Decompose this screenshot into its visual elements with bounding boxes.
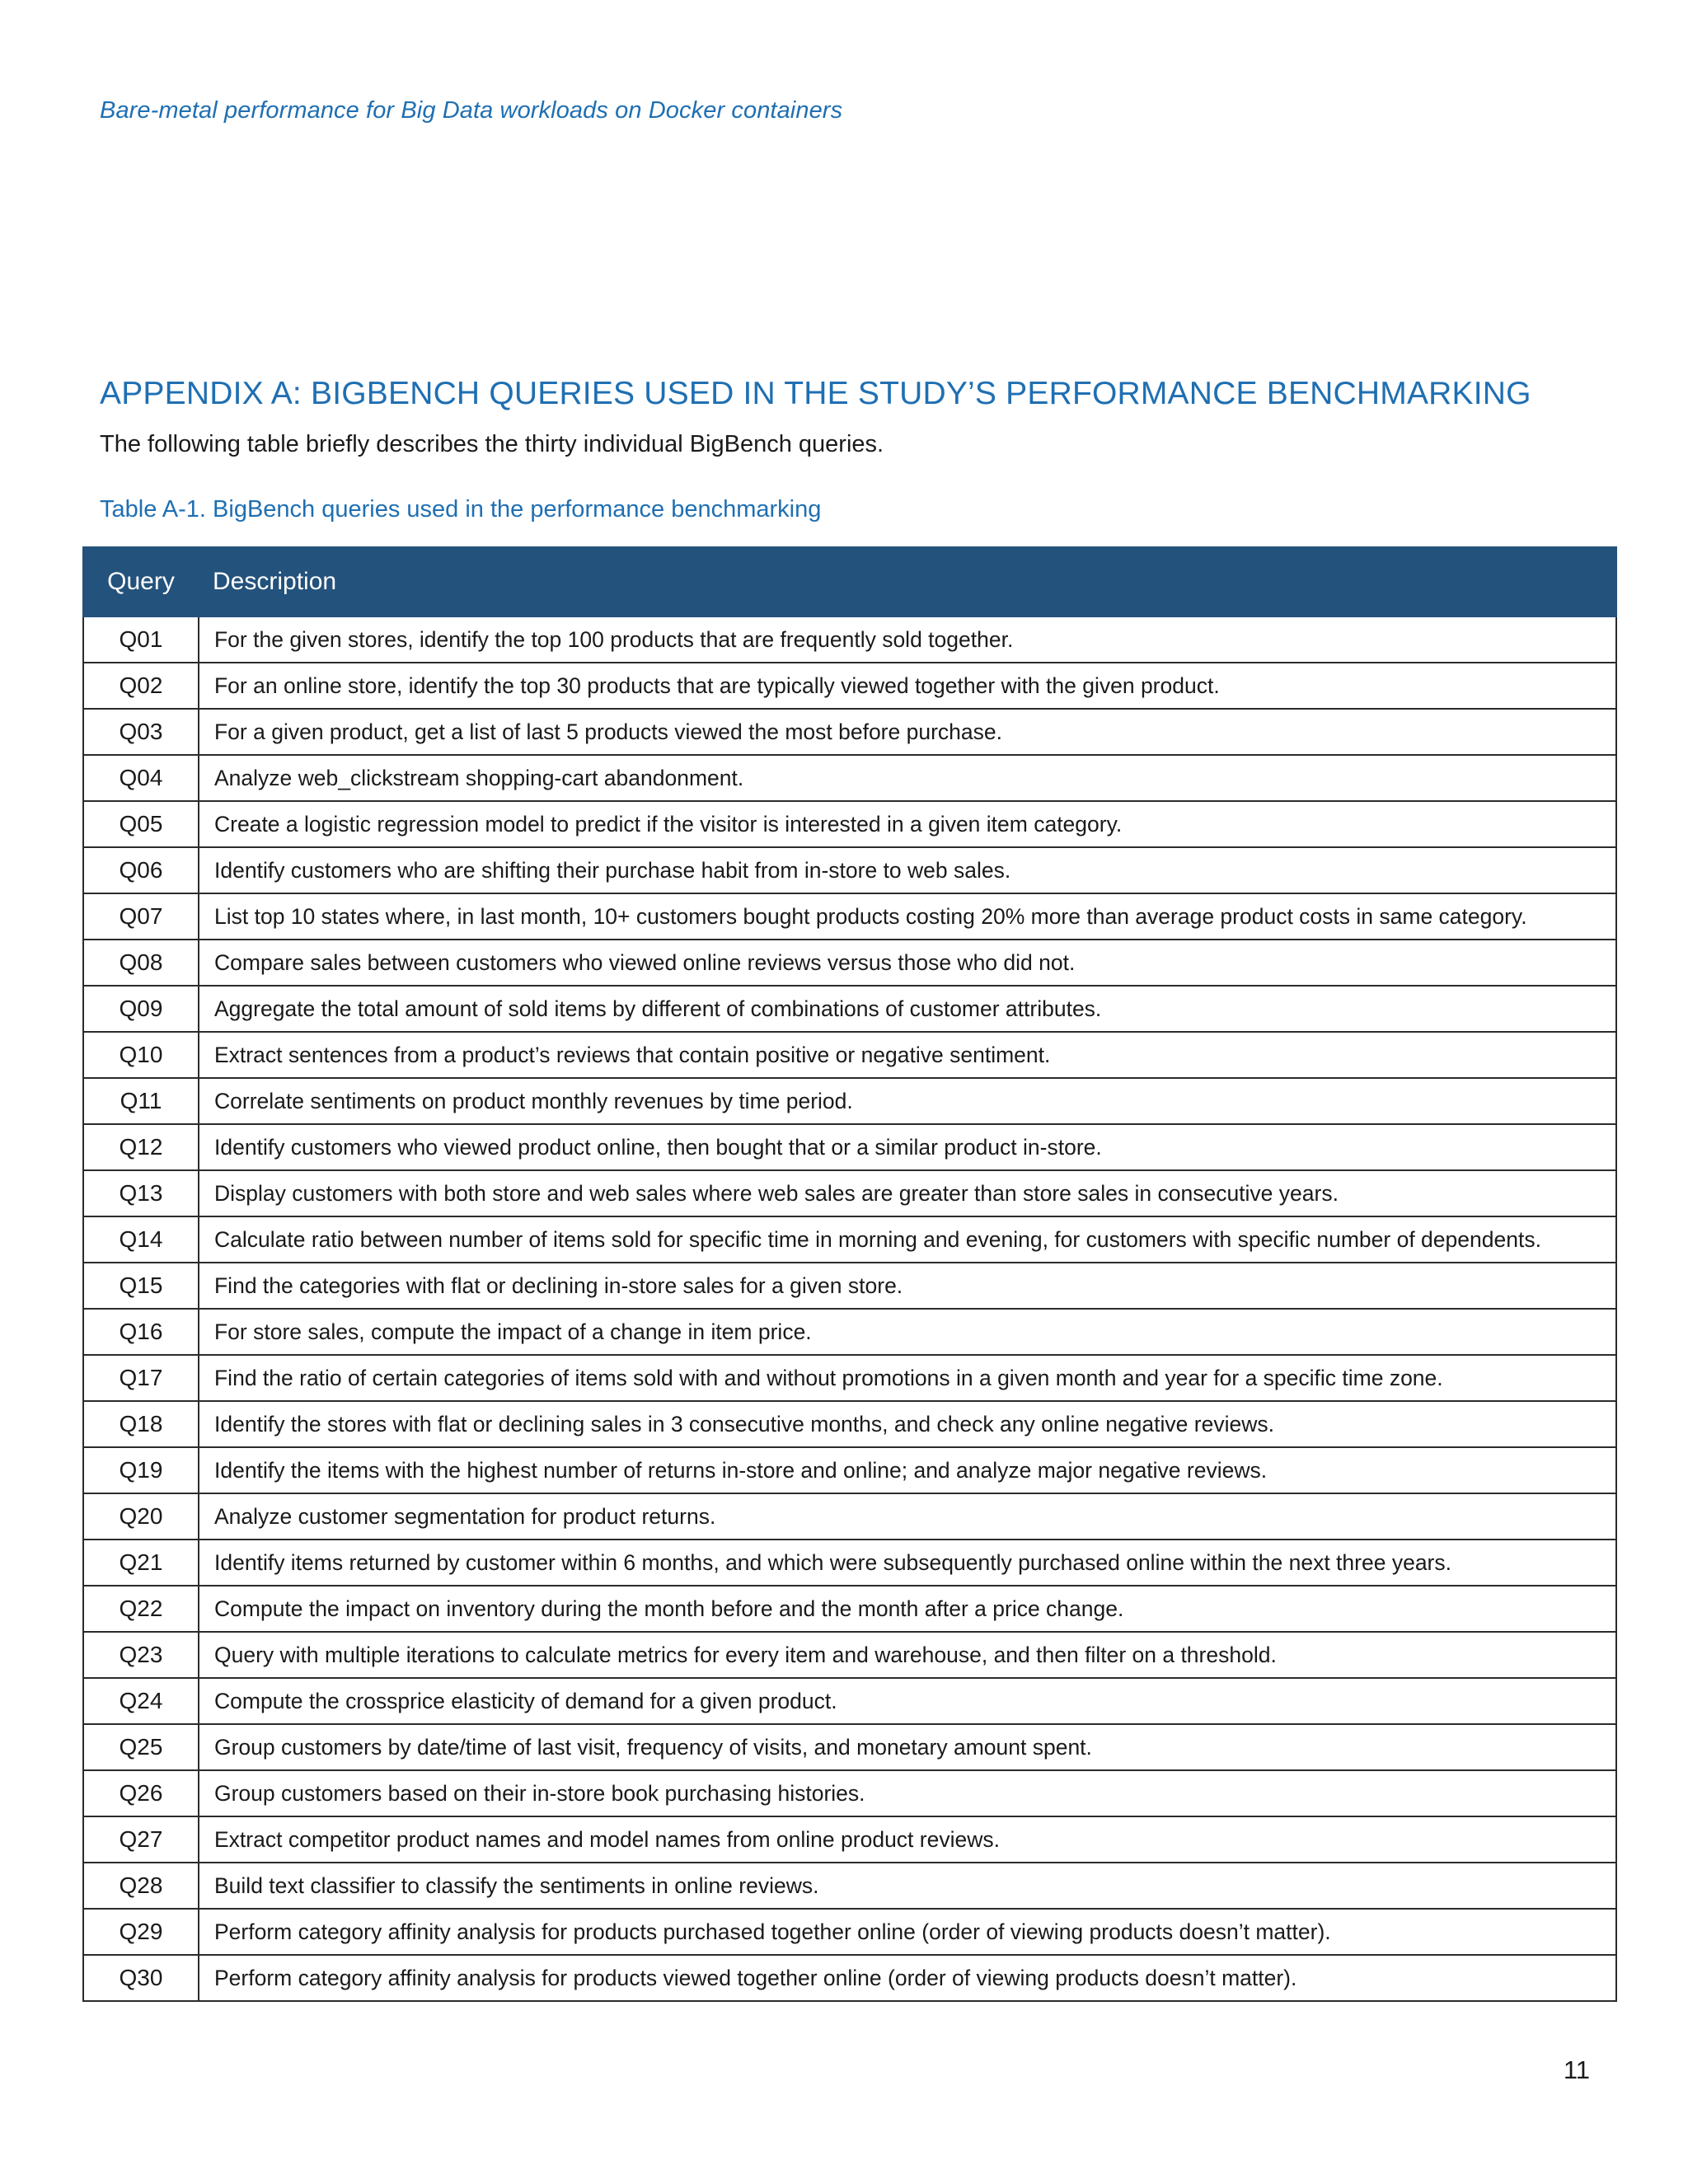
running-header: Bare-metal performance for Big Data workloads on Docker containers — [100, 97, 843, 124]
query-id-cell: Q05 — [83, 801, 199, 847]
query-id-cell: Q28 — [83, 1863, 199, 1909]
query-id-cell: Q13 — [83, 1170, 199, 1216]
query-description-cell: Compute the crossprice elasticity of demand for a given product. — [199, 1678, 1616, 1724]
table-row — [83, 1632, 1616, 1678]
table-row — [83, 663, 1616, 709]
table-row — [83, 940, 1616, 986]
query-id-cell: Q12 — [83, 1124, 199, 1170]
table-row — [83, 1355, 1616, 1401]
query-description-cell: Display customers with both store and web sales where web sales are greater than store sales in consecutive years. — [199, 1170, 1616, 1216]
table-row — [83, 1955, 1616, 2001]
table-row — [83, 1309, 1616, 1355]
query-description-cell: Query with multiple iterations to calculate metrics for every item and warehouse, and then filter on a threshold. — [199, 1632, 1616, 1678]
query-id-cell: Q09 — [83, 986, 199, 1032]
query-description-cell: For store sales, compute the impact of a change in item price. — [199, 1309, 1616, 1355]
query-id-cell: Q18 — [83, 1401, 199, 1447]
query-description-cell: Find the ratio of certain categories of items sold with and without promotions in a given month and year for a specific time zone. — [199, 1355, 1616, 1401]
query-id-cell: Q23 — [83, 1632, 199, 1678]
table-row — [83, 755, 1616, 801]
query-description-cell: Identify items returned by customer within 6 months, and which were subsequently purchased online within the next three years. — [199, 1540, 1616, 1586]
queries-table — [82, 546, 1617, 2002]
query-description-cell: Analyze customer segmentation for product returns. — [199, 1493, 1616, 1540]
column-header-description: Description — [199, 547, 1616, 616]
query-id-cell: Q19 — [83, 1447, 199, 1493]
table-row — [83, 1170, 1616, 1216]
query-id-cell: Q25 — [83, 1724, 199, 1770]
query-description-cell: Compute the impact on inventory during the month before and the month after a price change. — [199, 1586, 1616, 1632]
query-id-cell: Q10 — [83, 1032, 199, 1078]
table-row — [83, 847, 1616, 893]
table-row — [83, 1124, 1616, 1170]
table-row — [83, 1678, 1616, 1724]
column-header-query: Query — [83, 547, 199, 616]
table-row — [83, 1770, 1616, 1816]
table-row — [83, 1263, 1616, 1309]
query-description-cell: Identify the items with the highest number of returns in-store and online; and analyze major negative reviews. — [199, 1447, 1616, 1493]
query-id-cell: Q15 — [83, 1263, 199, 1309]
query-id-cell: Q16 — [83, 1309, 199, 1355]
query-id-cell: Q08 — [83, 940, 199, 986]
query-description-cell: For a given product, get a list of last 5 products viewed the most before purchase. — [199, 709, 1616, 755]
appendix-title: APPENDIX A: BIGBENCH QUERIES USED IN THE STUDY’S PERFORMANCE BENCHMARKING — [100, 376, 1531, 411]
query-id-cell: Q26 — [83, 1770, 199, 1816]
query-id-cell: Q07 — [83, 893, 199, 940]
table-caption: Table A-1. BigBench queries used in the performance benchmarking — [100, 496, 822, 523]
query-id-cell: Q17 — [83, 1355, 199, 1401]
table-row — [83, 1493, 1616, 1540]
query-description-cell: Build text classifier to classify the sentiments in online reviews. — [199, 1863, 1616, 1909]
query-description-cell: Identify the stores with flat or declining sales in 3 consecutive months, and check any online negative reviews. — [199, 1401, 1616, 1447]
query-description-cell: Calculate ratio between number of items sold for specific time in morning and evening, for customers with specific number of dependents. — [199, 1216, 1616, 1263]
table-row — [83, 709, 1616, 755]
query-id-cell: Q03 — [83, 709, 199, 755]
table-row — [83, 1540, 1616, 1586]
query-description-cell: For an online store, identify the top 30 products that are typically viewed together with the given product. — [199, 663, 1616, 709]
table-header-row — [83, 547, 1616, 616]
query-description-cell: Correlate sentiments on product monthly revenues by time period. — [199, 1078, 1616, 1124]
table-row — [83, 986, 1616, 1032]
table-row — [83, 893, 1616, 940]
table-row — [83, 1586, 1616, 1632]
table-row — [83, 616, 1616, 663]
query-id-cell: Q24 — [83, 1678, 199, 1724]
table-row — [83, 1447, 1616, 1493]
query-id-cell: Q01 — [83, 616, 199, 663]
table-row — [83, 801, 1616, 847]
table-row — [83, 1816, 1616, 1863]
query-id-cell: Q14 — [83, 1216, 199, 1263]
query-description-cell: List top 10 states where, in last month, 10+ customers bought products costing 20% more than average product costs in same category. — [199, 893, 1616, 940]
query-description-cell: Perform category affinity analysis for products viewed together online (order of viewing products doesn’t matter). — [199, 1955, 1616, 2001]
query-description-cell: Group customers based on their in-store book purchasing histories. — [199, 1770, 1616, 1816]
table-row — [83, 1863, 1616, 1909]
page-number: 11 — [1563, 2055, 1590, 2084]
query-id-cell: Q22 — [83, 1586, 199, 1632]
query-id-cell: Q21 — [83, 1540, 199, 1586]
query-id-cell: Q06 — [83, 847, 199, 893]
query-description-cell: For the given stores, identify the top 100 products that are frequently sold together. — [199, 616, 1616, 663]
table-body — [83, 616, 1616, 2001]
table-row — [83, 1724, 1616, 1770]
query-description-cell: Create a logistic regression model to predict if the visitor is interested in a given item category. — [199, 801, 1616, 847]
query-description-cell: Identify customers who viewed product online, then bought that or a similar product in-store. — [199, 1124, 1616, 1170]
query-description-cell: Group customers by date/time of last visit, frequency of visits, and monetary amount spent. — [199, 1724, 1616, 1770]
query-id-cell: Q20 — [83, 1493, 199, 1540]
query-description-cell: Identify customers who are shifting their purchase habit from in-store to web sales. — [199, 847, 1616, 893]
query-description-cell: Extract competitor product names and model names from online product reviews. — [199, 1816, 1616, 1863]
query-description-cell: Aggregate the total amount of sold items by different of combinations of customer attributes. — [199, 986, 1616, 1032]
table-row — [83, 1032, 1616, 1078]
query-description-cell: Perform category affinity analysis for products purchased together online (order of viewing products doesn’t matter). — [199, 1909, 1616, 1955]
query-id-cell: Q11 — [83, 1078, 199, 1124]
intro-paragraph: The following table briefly describes the thirty individual BigBench queries. — [100, 431, 884, 457]
table-row — [83, 1216, 1616, 1263]
query-id-cell: Q02 — [83, 663, 199, 709]
table-row — [83, 1909, 1616, 1955]
query-id-cell: Q04 — [83, 755, 199, 801]
table-row — [83, 1401, 1616, 1447]
query-id-cell: Q27 — [83, 1816, 199, 1863]
query-description-cell: Compare sales between customers who viewed online reviews versus those who did not. — [199, 940, 1616, 986]
query-description-cell: Extract sentences from a product’s reviews that contain positive or negative sentiment. — [199, 1032, 1616, 1078]
query-id-cell: Q30 — [83, 1955, 199, 2001]
table-row — [83, 1078, 1616, 1124]
query-description-cell: Analyze web_clickstream shopping-cart abandonment. — [199, 755, 1616, 801]
query-id-cell: Q29 — [83, 1909, 199, 1955]
query-description-cell: Find the categories with flat or declining in-store sales for a given store. — [199, 1263, 1616, 1309]
